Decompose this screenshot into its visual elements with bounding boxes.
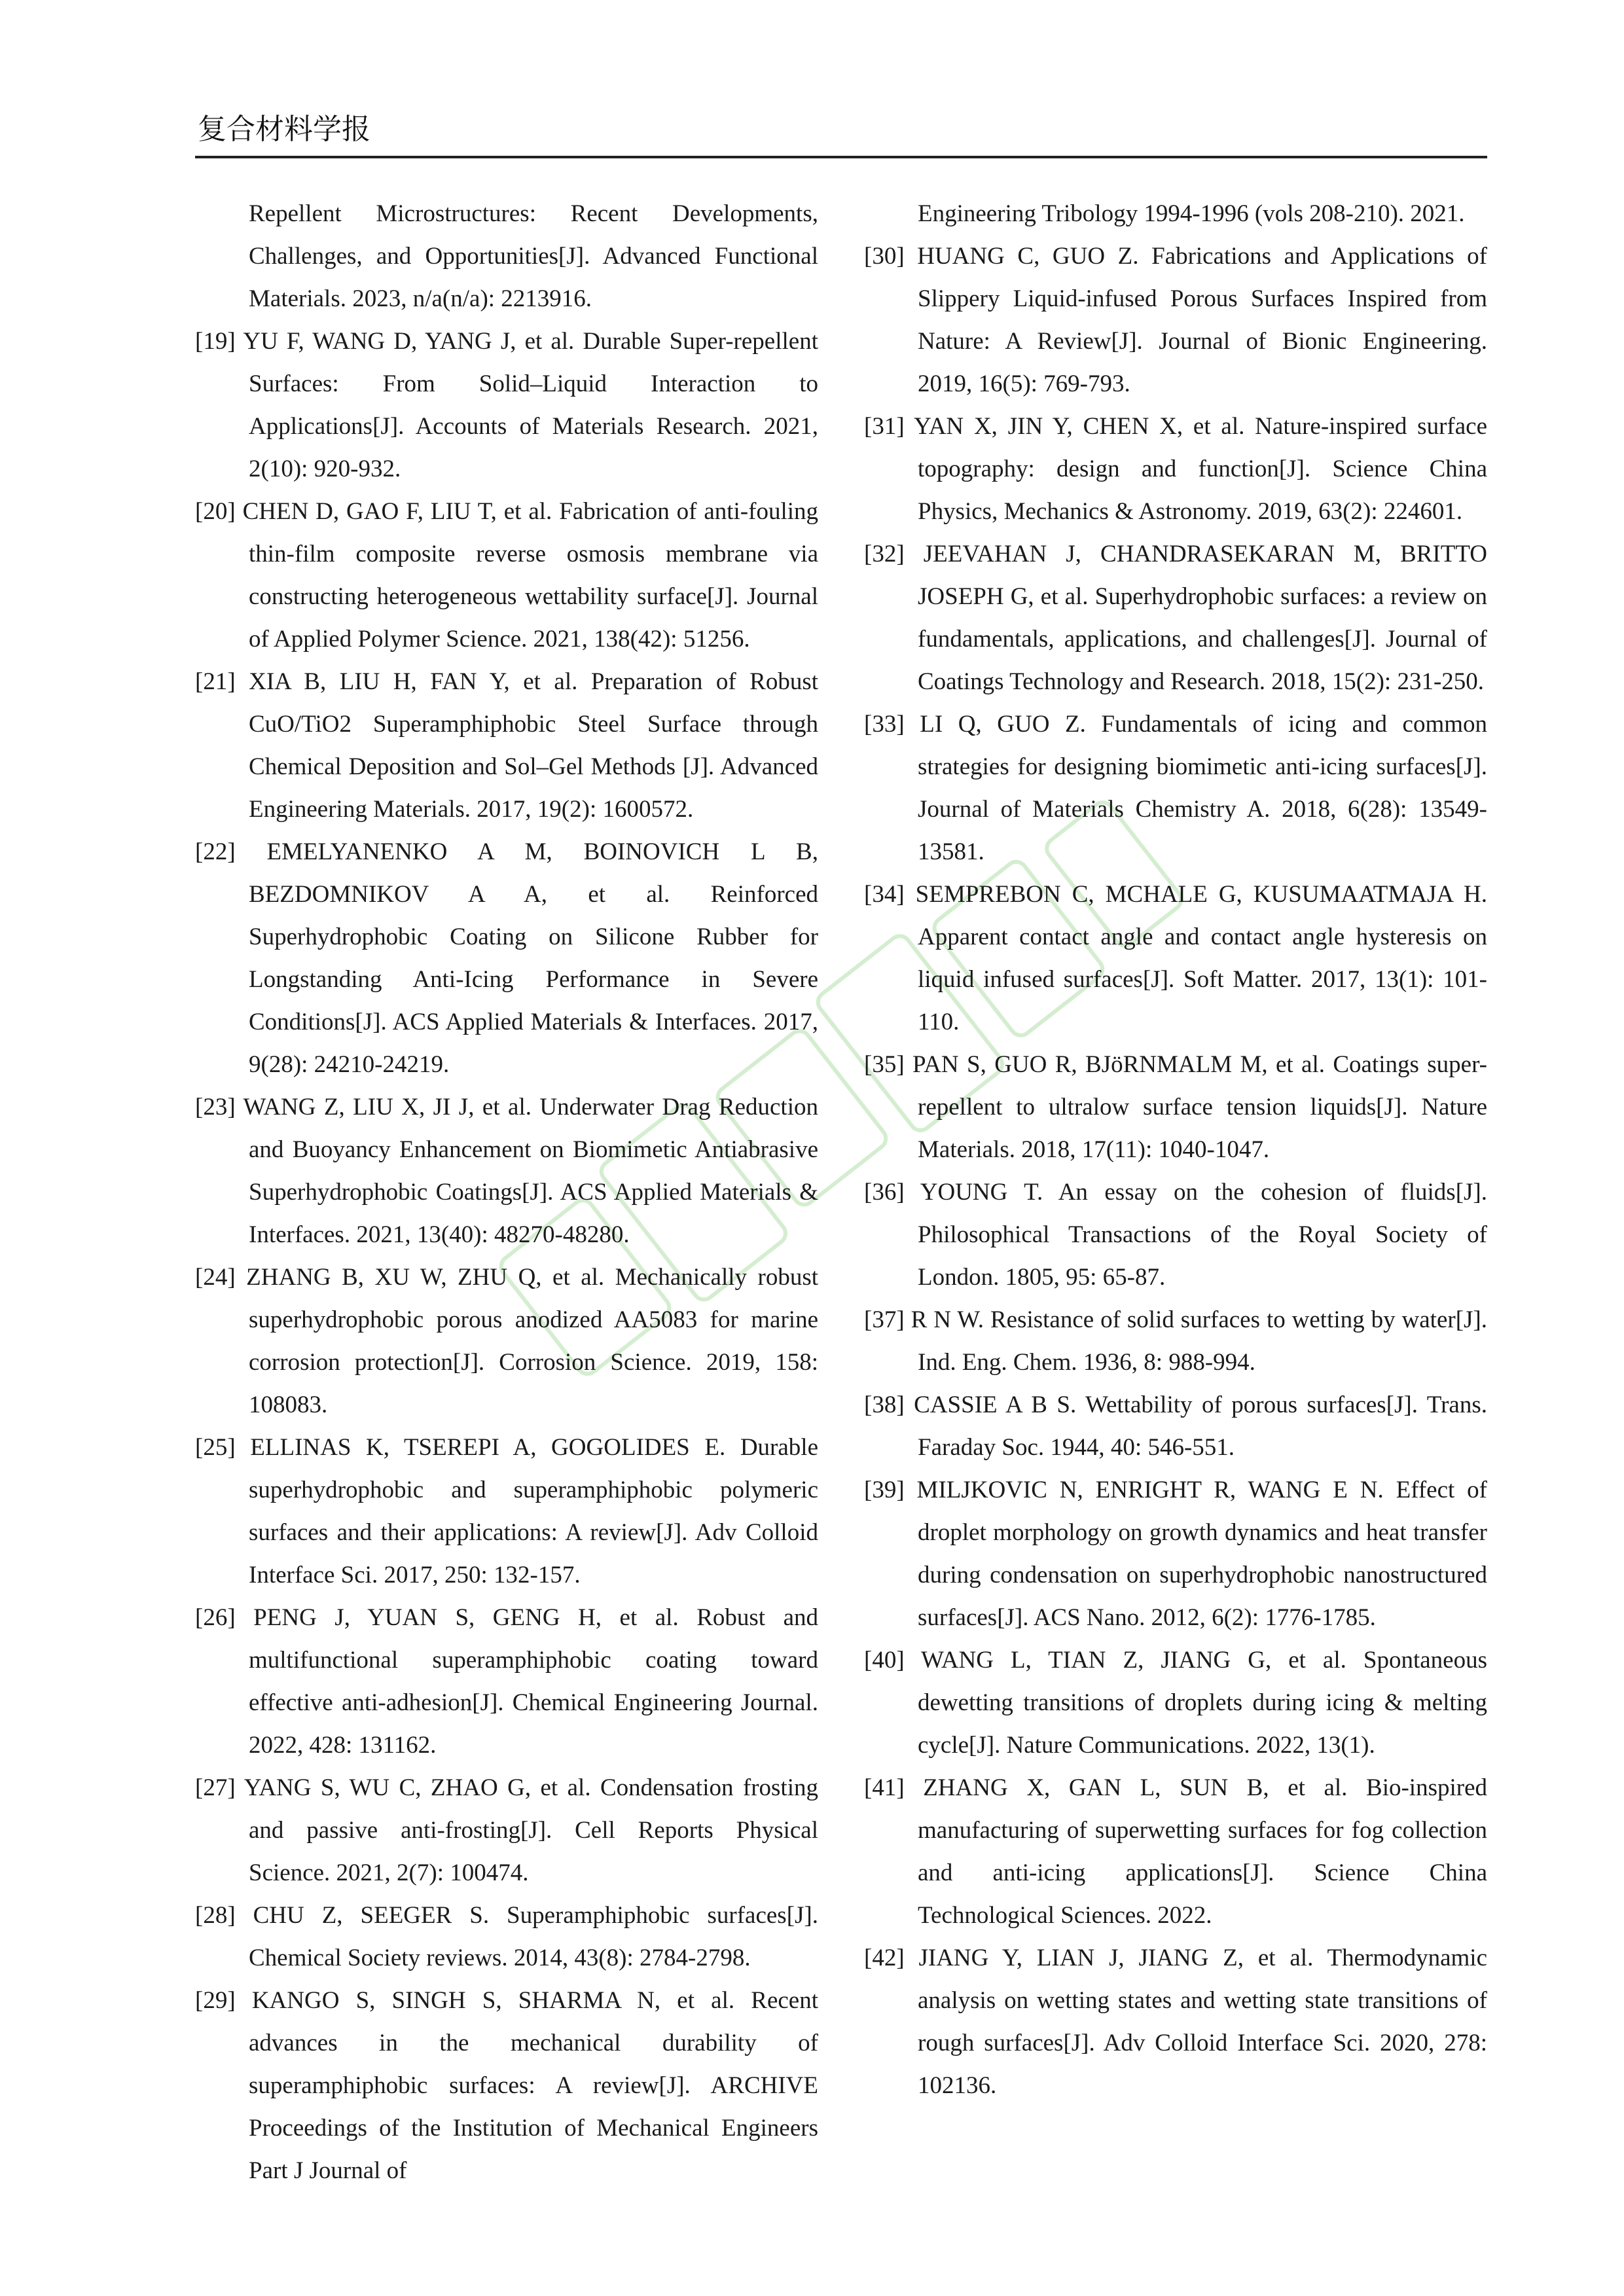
reference-entry (195, 1596, 818, 1767)
reference-entry (864, 873, 1487, 1043)
reference-number: [34] (864, 881, 905, 908)
reference-number: [23] (195, 1094, 236, 1121)
reference-text: Engineering Tribology 1994-1996 (vols 208-210). 2021. (918, 200, 1465, 227)
reference-text: LI Q, GUO Z. Fundamentals of icing and common strategies for designing biomimetic anti-icing surfaces[J]. Journal of Materials Chemistry A. 2018, 6(28): 13549-13581. (918, 711, 1487, 865)
reference-text: ZHANG X, GAN L, SUN B, et al. Bio-inspired manufacturing of superwetting surfaces for fog collection and anti-icing applications[J]. Science China Technological Sciences. 2022. (918, 1774, 1488, 1929)
header-rule (195, 156, 1487, 158)
reference-entry (864, 1639, 1487, 1767)
reference-entry (195, 1256, 818, 1426)
references-left-column (195, 192, 818, 2192)
reference-entry (864, 1767, 1487, 1937)
reference-text: HUANG C, GUO Z. Fabrications and Applications of Slippery Liquid-infused Porous Surfaces Inspired from Nature: A Review[J]. Journal of Bionic Engineering. 2019, 16(5): 769-793. (917, 243, 1487, 397)
reference-text: EMELYANENKO A M, BOINOVICH L B, BEZDOMNIKOV A A, et al. Reinforced Superhydrophobic Coating on Silicone Rubber for Longstanding Anti-Icing Performance in Severe Conditions[J]. ACS Applied Materials & Interfaces. 2017, 9(28): 24210-24219. (249, 838, 818, 1078)
reference-number: [39] (864, 1477, 905, 1503)
reference-text: YU F, WANG D, YANG J, et al. Durable Super-repellent Surfaces: From Solid–Liquid Interaction to Applications[J]. Accounts of Materials Research. 2021, 2(10): 920-932. (243, 328, 818, 482)
reference-entry (864, 1937, 1487, 2107)
reference-number: [20] (195, 498, 236, 525)
reference-number: [26] (195, 1604, 236, 1631)
reference-number: [25] (195, 1434, 236, 1461)
reference-entry (195, 192, 818, 320)
reference-number: [32] (864, 541, 905, 567)
reference-text: YAN X, JIN Y, CHEN X, et al. Nature-inspired surface topography: design and function[J]. Science China Physics, Mechanics & Astronomy. 2019, 63(2): 224601. (914, 413, 1487, 525)
reference-entry (864, 1171, 1487, 1299)
reference-number: [36] (864, 1179, 905, 1206)
reference-entry (864, 703, 1487, 873)
reference-entry (864, 405, 1487, 533)
reference-text: CHU Z, SEEGER S. Superamphiphobic surfaces[J]. Chemical Society reviews. 2014, 43(8): 2784-2798. (249, 1902, 818, 1971)
reference-number: [37] (864, 1306, 905, 1333)
reference-entry (195, 1894, 818, 1979)
reference-entry (864, 533, 1487, 703)
references-right-column (864, 192, 1487, 2107)
reference-entry (864, 192, 1487, 235)
reference-entry (864, 235, 1487, 405)
reference-text: Repellent Microstructures: Recent Developments, Challenges, and Opportunities[J]. Advanced Functional Materials. 2023, n/a(n/a): 2213916. (249, 200, 818, 312)
reference-entry (864, 1043, 1487, 1171)
reference-text: YANG S, WU C, ZHAO G, et al. Condensation frosting and passive anti-frosting[J]. Cell Reports Physical Science. 2021, 2(7): 100474. (244, 1774, 818, 1886)
reference-entry (195, 660, 818, 831)
reference-number: [27] (195, 1774, 236, 1801)
reference-number: [28] (195, 1902, 236, 1929)
reference-text: KANGO S, SINGH S, SHARMA N, et al. Recent advances in the mechanical durability of superamphiphobic surfaces: A review[J]. ARCHIVE Proceedings of the Institution of Mechanical Engineers Part J Journal of (249, 1987, 818, 2184)
reference-number: [24] (195, 1264, 236, 1291)
reference-entry (864, 1469, 1487, 1639)
reference-text: SEMPREBON C, MCHALE G, KUSUMAATMAJA H. Apparent contact angle and contact angle hysteresis on liquid infused surfaces[J]. Soft Matter. 2017, 13(1): 101-110. (915, 881, 1488, 1035)
reference-entry (864, 1384, 1487, 1469)
reference-text: YOUNG T. An essay on the cohesion of fluids[J]. Philosophical Transactions of the Royal Society of London. 1805, 95: 65-87. (918, 1179, 1487, 1291)
reference-text: WANG L, TIAN Z, JIANG G, et al. Spontaneous dewetting transitions of droplets during icing & melting cycle[J]. Nature Communications. 2022, 13(1). (918, 1647, 1487, 1759)
reference-text: R N W. Resistance of solid surfaces to wetting by water[J]. Ind. Eng. Chem. 1936, 8: 988-994. (911, 1306, 1487, 1376)
reference-entry (195, 490, 818, 660)
reference-text: WANG Z, LIU X, JI J, et al. Underwater Drag Reduction and Buoyancy Enhancement on Biomimetic Antiabrasive Superhydrophobic Coatings[J]. ACS Applied Materials & Interfaces. 2021, 13(40): 48270-48280. (243, 1094, 818, 1248)
reference-entry (195, 1426, 818, 1596)
reference-number: [33] (864, 711, 905, 738)
reference-number: [21] (195, 668, 236, 695)
reference-number: [40] (864, 1647, 905, 1674)
reference-text: CASSIE A B S. Wettability of porous surfaces[J]. Trans. Faraday Soc. 1944, 40: 546-551. (914, 1391, 1488, 1461)
reference-number: [41] (864, 1774, 905, 1801)
reference-text: XIA B, LIU H, FAN Y, et al. Preparation of Robust CuO/TiO2 Superamphiphobic Steel Surface through Chemical Deposition and Sol–Gel Methods [J]. Advanced Engineering Materials. 2017, 19(2): 1600572. (249, 668, 818, 823)
reference-text: ZHANG B, XU W, ZHU Q, et al. Mechanically robust superhydrophobic porous anodized AA5083 for marine corrosion protection[J]. Corrosion Science. 2019, 158: 108083. (246, 1264, 819, 1418)
reference-entry (195, 1086, 818, 1256)
reference-number: [35] (864, 1051, 905, 1078)
reference-number: [29] (195, 1987, 236, 2014)
reference-text: PAN S, GUO R, BJöRNMALM M, et al. Coatings super-repellent to ultralow surface tension liquids[J]. Nature Materials. 2018, 17(11): 1040-1047. (912, 1051, 1487, 1163)
reference-entry (864, 1299, 1487, 1384)
reference-text: JIANG Y, LIAN J, JIANG Z, et al. Thermodynamic analysis on wetting states and wetting state transitions of rough surfaces[J]. Adv Colloid Interface Sci. 2020, 278: 102136. (918, 1945, 1488, 2099)
reference-text: MILJKOVIC N, ENRIGHT R, WANG E N. Effect of droplet morphology on growth dynamics and heat transfer during condensation on superhydrophobic nanostructured surfaces[J]. ACS Nano. 2012, 6(2): 1776-1785. (916, 1477, 1487, 1631)
reference-number: [19] (195, 328, 236, 355)
reference-number: [22] (195, 838, 236, 865)
reference-entry (195, 1767, 818, 1894)
journal-title: 复合材料学报 (198, 113, 370, 146)
reference-number: [42] (864, 1945, 905, 1971)
reference-text: ELLINAS K, TSEREPI A, GOGOLIDES E. Durable superhydrophobic and superamphiphobic polymeric surfaces and their applications: A review[J]. Adv Colloid Interface Sci. 2017, 250: 132-157. (249, 1434, 819, 1588)
reference-entry (195, 831, 818, 1086)
reference-number: [31] (864, 413, 905, 440)
reference-number: [30] (864, 243, 905, 270)
reference-text: JEEVAHAN J, CHANDRASEKARAN M, BRITTO JOSEPH G, et al. Superhydrophobic surfaces: a review on fundamentals, applications, and challenges[J]. Journal of Coatings Technology and Research. 2018, 15(2): 231-250. (918, 541, 1487, 695)
reference-text: PENG J, YUAN S, GENG H, et al. Robust and multifunctional superamphiphobic coating toward effective anti-adhesion[J]. Chemical Engineering Journal. 2022, 428: 131162. (249, 1604, 818, 1759)
reference-entry (195, 320, 818, 490)
reference-text: CHEN D, GAO F, LIU T, et al. Fabrication of anti-fouling thin-film composite reverse osmosis membrane via constructing heterogeneous wettability surface[J]. Journal of Applied Polymer Science. 2021, 138(42): 51256. (242, 498, 818, 653)
reference-entry (195, 1979, 818, 2192)
reference-number: [38] (864, 1391, 905, 1418)
